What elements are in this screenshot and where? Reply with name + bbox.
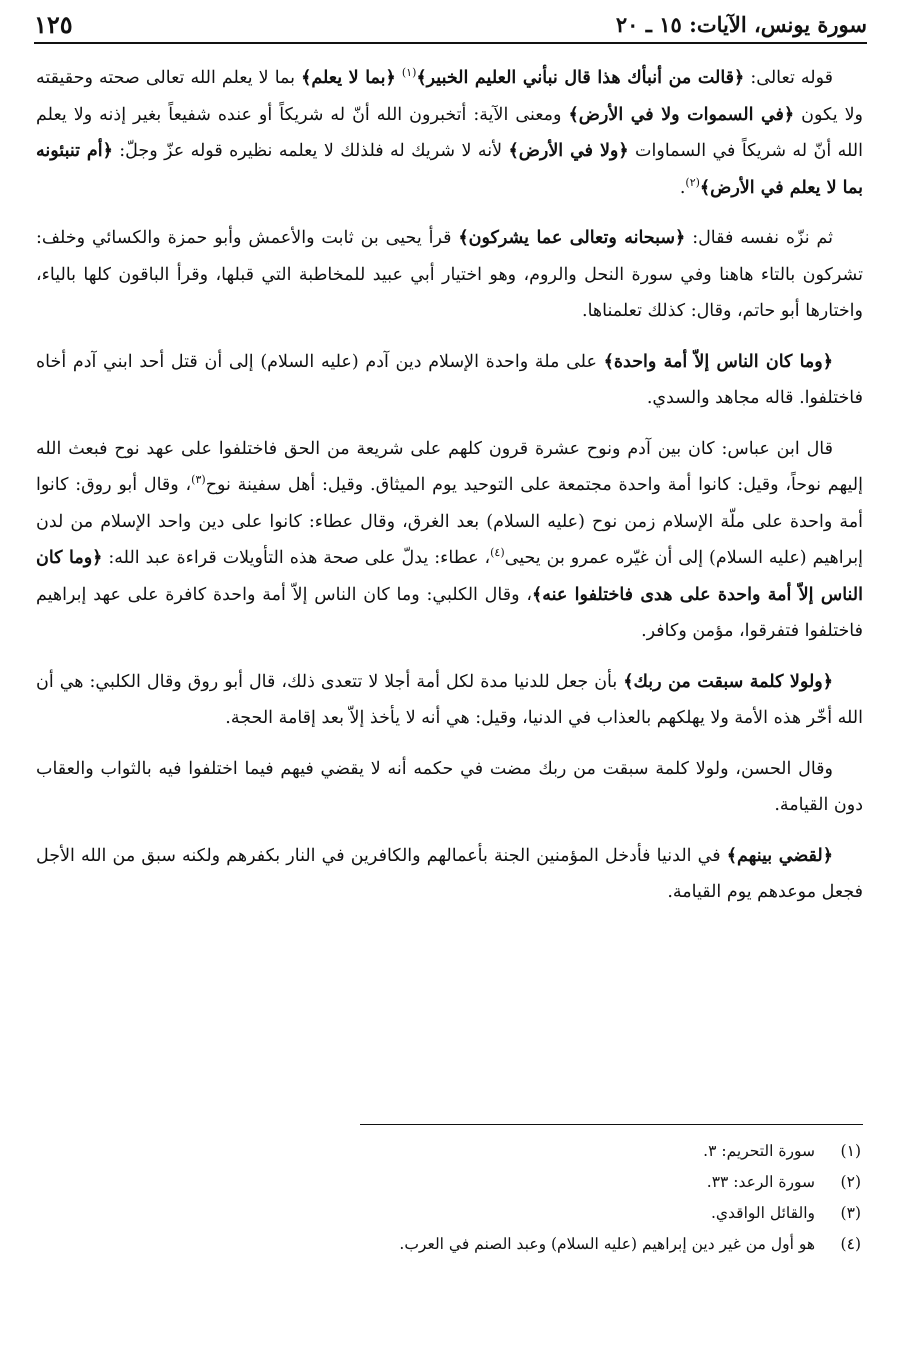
quran-quote: ﴿وما كان الناس إلاّ أمة واحدة﴾ bbox=[603, 351, 833, 372]
quran-quote: ﴿أم تنبئونه بما لا يعلم في الأرض﴾ bbox=[36, 141, 863, 198]
paragraph bbox=[36, 60, 863, 206]
quran-quote: ﴿سبحانه وتعالى عما يشركون﴾ bbox=[458, 228, 686, 248]
footnote-text: هو أول من غير دين إبراهيم (عليه السلام) وعبد الصنم في العرب. bbox=[399, 1235, 815, 1253]
text-run: قرأ يحيى بن ثابت والأعمش وأبو حمزة والكسائي وخلف: تشركون بالتاء هاهنا وفي سورة النحل والروم، وهو اختيار أبي عبيد للمخاطبة التي قبلها، وقرأ الباقون كلها بالياء، واختارها أبو حاتم، وقال: كذلك تعلمناها. bbox=[36, 228, 863, 321]
page-number: ١٢٥ bbox=[34, 9, 73, 39]
footnote-ref: (١) bbox=[401, 66, 417, 80]
footnote-text: سورة الرعد: ٣٣. bbox=[706, 1173, 815, 1191]
quran-quote: ﴿قالت من أنبأك هذا قال نبأني العليم الخبير﴾ bbox=[416, 68, 745, 88]
paragraph bbox=[36, 431, 863, 650]
paragraph bbox=[36, 220, 863, 330]
surah-title: سورة يونس، الآيات: ١٥ ـ ٢٠ bbox=[615, 11, 867, 37]
text-run: ومعنى الآية: أتخبرون الله أنّ له شريكاً أو عنده شفيعاً بغير إذنه ولا يعلم الله أنّ له شريكاً في السماوات bbox=[36, 104, 863, 161]
quran-quote: ﴿وما كان الناس إلاّ أمة واحدة على هدى فاختلفوا عنه﴾ bbox=[36, 548, 864, 605]
footnote-number: (١) bbox=[840, 1142, 861, 1160]
text-run: ثم نزّه نفسه فقال: bbox=[685, 228, 833, 248]
footnote-number: (٢) bbox=[840, 1173, 861, 1191]
footnote-item bbox=[36, 1229, 861, 1260]
footnote-ref: (٤) bbox=[490, 546, 505, 560]
text-run: قال ابن عباس: كان بين آدم ونوح عشرة قرون كلهم على شريعة من الحق فاختلفوا على عهد نوح فبعث الله إليهم نوحاً، وقيل: كانوا أمة واحدة مجتمعة على التوحيد يوم الميثاق. وقيل: أهل سفينة نوح bbox=[36, 438, 863, 495]
paragraph bbox=[36, 838, 863, 911]
quran-quote: ﴿ولا في الأرض﴾ bbox=[508, 141, 629, 161]
page-header bbox=[34, 6, 867, 42]
footnote-divider bbox=[360, 1124, 863, 1125]
text-run: وقال الحسن، ولولا كلمة سبقت من ربك مضت في حكمه أنه لا يقضي فيهم فيما اختلفوا فيه بالثواب والعقاب دون القيامة. bbox=[36, 758, 863, 815]
text-run: . bbox=[679, 177, 686, 198]
quran-quote: ﴿في السموات ولا في الأرض﴾ bbox=[568, 104, 795, 125]
text-run: في الدنيا فأدخل المؤمنين الجنة بأعمالهم والكافرين في النار بكفرهم ولكنه سبق من الله الأجل فجعل موعدهم يوم القيامة. bbox=[36, 845, 863, 902]
header-divider bbox=[34, 42, 867, 44]
footnote-item bbox=[36, 1167, 861, 1198]
text-run: ، وقال أبو روق: كانوا أمة واحدة على ملّة الإسلام زمن نوح (عليه السلام) بعد الغرق، وقال عطاء: كانوا على دين واحد الإسلام من لدن إبراهيم (عليه السلام) إلى أن غيّره عمرو بن يحيى bbox=[36, 475, 863, 568]
paragraph bbox=[36, 344, 863, 417]
footnote-item bbox=[36, 1136, 861, 1167]
text-run: ، عطاء: يدلّ على صحة هذه التأويلات قراءة عبد الله: bbox=[102, 548, 491, 568]
quran-quote: ﴿لقضي بينهم﴾ bbox=[726, 845, 833, 866]
paragraph bbox=[36, 751, 863, 824]
main-text bbox=[36, 60, 863, 925]
text-run: بأن جعل للدنيا مدة لكل أمة أجلا لا تتعدى ذلك، قال أبو روق وقال الكلبي: هي أن الله أخّر هذه الأمة ولا يهلكهم بالعذاب في الدنيا، وقيل: هي أنه لا يأخذ إلاّ بعد إقامة الحجة. bbox=[36, 671, 863, 728]
footnote-number: (٤) bbox=[840, 1235, 861, 1253]
footnote-text: والقائل الواقدي. bbox=[710, 1204, 815, 1222]
text-run: ، وقال الكلبي: وما كان الناس إلاّ أمة واحدة كافرة على عهد إبراهيم فاختلفوا فتفرقوا، مؤمن وكافر. bbox=[36, 584, 863, 641]
quran-quote: ﴿ولولا كلمة سبقت من ربك﴾ bbox=[623, 671, 833, 692]
footnote-ref: (٢) bbox=[685, 175, 700, 189]
footnote-ref: (٣) bbox=[191, 473, 206, 487]
footnote-number: (٣) bbox=[840, 1204, 861, 1222]
text-run: قوله تعالى: bbox=[744, 68, 833, 88]
quran-quote: ﴿بما لا يعلم﴾ bbox=[301, 68, 396, 88]
footnotes bbox=[36, 1136, 861, 1260]
footnote-text: سورة التحريم: ٣. bbox=[703, 1142, 815, 1160]
paragraph bbox=[36, 664, 863, 737]
text-run: لأنه لا شريك له فلذلك لا يعلمه نظيره قوله عزّ وجلّ: bbox=[112, 141, 509, 161]
text-run: على ملة واحدة الإسلام دين آدم (عليه السلام) إلى أن قتل أحد ابني آدم أخاه فاختلفوا. قاله مجاهد والسدي. bbox=[36, 351, 863, 408]
footnote-item bbox=[36, 1198, 861, 1229]
text-run: بما لا يعلم الله تعالى صحته وحقيقته ولا يكون bbox=[36, 68, 864, 125]
